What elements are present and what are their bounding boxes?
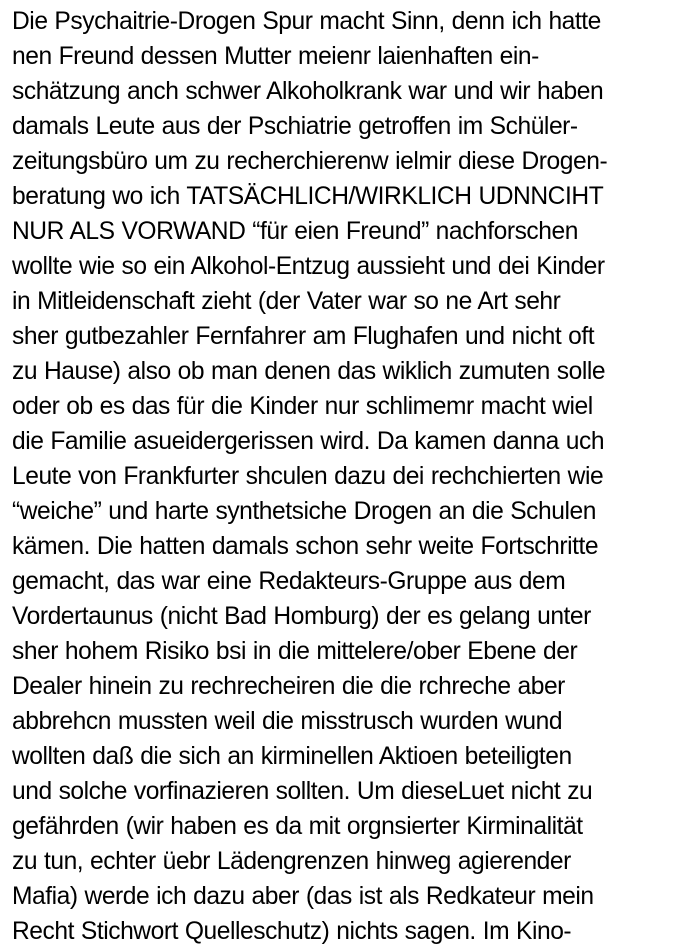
text-line-20: Dealer hinein zu rechrecheiren die die rchreche aber: [12, 673, 565, 700]
text-line-8: wollte wie so ein Alkohol-Entzug aussieht und dei Kinder: [12, 253, 605, 280]
text-line-22: wollten daß die sich an kirminellen Aktioen beteiligten: [12, 743, 572, 770]
text-line-24: gefährden (wir haben es da mit orgnsierter Kirminalität: [12, 813, 583, 840]
text-line-6: beratung wo ich TATSÄCHLICH/WIRKLICH UDNNCIHT: [12, 183, 604, 210]
text-line-25: zu tun, echter üebr Lädengrenzen hinweg agierender: [12, 848, 571, 875]
text-line-15: “weiche” und harte synthetsiche Drogen an die Schulen: [12, 498, 596, 525]
text-line-26: Mafia) werde ich dazu aber (das ist als Redkateur mein: [12, 883, 594, 910]
text-line-19: sher hohem Risiko bsi in die mittelere/ober Ebene der: [12, 638, 578, 665]
text-line-14: Leute von Frankfurter shculen dazu dei rechchierten wie: [12, 463, 604, 490]
text-line-2: nen Freund dessen Mutter meienr laienhaften ein-: [12, 43, 539, 70]
text-line-16: kämen. Die hatten damals schon sehr weite Fortschritte: [12, 533, 599, 560]
text-line-17: gemacht, das war eine Redakteurs-Gruppe aus dem: [12, 568, 566, 595]
text-line-18: Vordertaunus (nicht Bad Homburg) der es gelang unter: [12, 603, 591, 630]
text-line-21: abbrehcn mussten weil die misstrusch wurden wund: [12, 708, 563, 735]
text-line-1: Die Psychaitrie-Drogen Spur macht Sinn, denn ich hatte: [12, 8, 601, 35]
text-line-23: und solche vorfinazieren sollten. Um dieseLuet nicht zu: [12, 778, 593, 805]
text-line-9: in Mitleidenschaft zieht (der Vater war so ne Art sehr: [12, 288, 561, 315]
text-line-5: zeitungsbüro um zu recherchierenw ielmir diese Drogen-: [12, 148, 608, 175]
text-line-27: Recht Stichwort Quelleschutz) nichts sagen. Im Kino-: [12, 918, 572, 945]
text-line-10: sher gutbezahler Fernfahrer am Flughafen und nicht oft: [12, 323, 595, 350]
text-line-12: oder ob es das für die Kinder nur schlimemr macht wiel: [12, 393, 593, 420]
text-line-4: damals Leute aus der Pschiatrie getroffen im Schüler-: [12, 113, 578, 140]
text-line-13: die Familie asueidergerissen wird. Da kamen danna uch: [12, 428, 605, 455]
text-line-3: schätzung anch schwer Alkoholkrank war und wir haben: [12, 78, 604, 105]
text-line-11: zu Hause) also ob man denen das wiklich zumuten solle: [12, 358, 606, 385]
body-text: [12, 4, 680, 949]
text-line-7: NUR ALS VORWAND “für eien Freund” nachforschen: [12, 218, 578, 245]
